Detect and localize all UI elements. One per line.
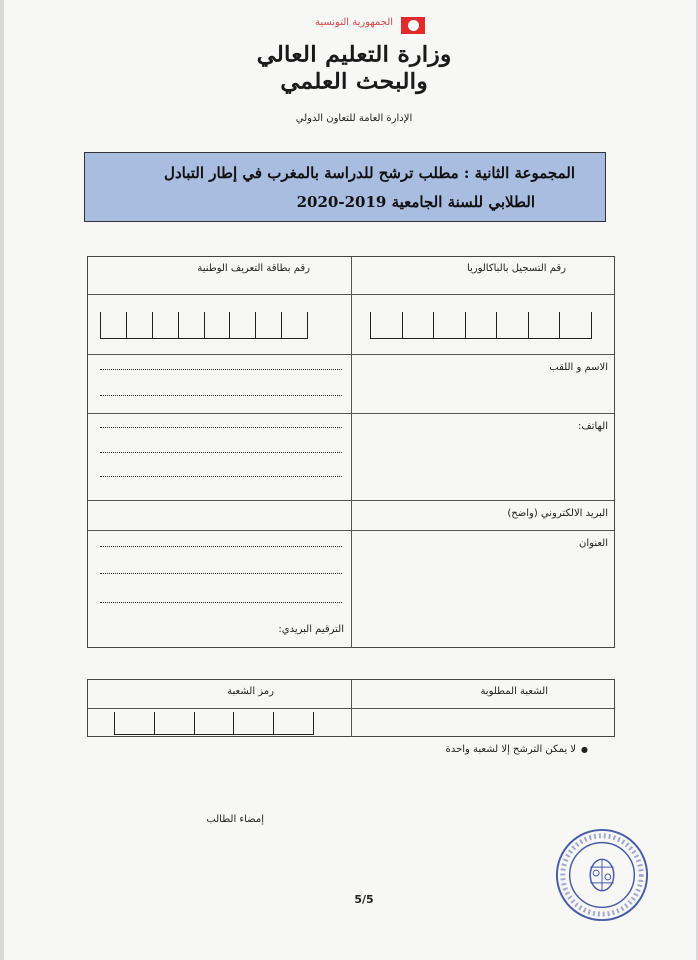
postal-code-label: الترقيم البريدي:: [278, 624, 344, 635]
email-label: البريد الالكتروني (واضح): [507, 508, 608, 519]
address-label: العنوان: [579, 538, 608, 549]
address-field-line[interactable]: [100, 602, 342, 603]
branch-code-label: رمز الشعبة: [227, 686, 274, 697]
id-card-label: رقم بطاقة التعريف الوطنية: [197, 263, 310, 274]
phone-field-line[interactable]: [100, 452, 342, 453]
name-label: الاسم و اللقب: [549, 362, 608, 373]
bac-number-boxes[interactable]: [370, 312, 592, 339]
branch-code-boxes[interactable]: [114, 712, 314, 735]
candidate-form: [87, 256, 615, 648]
note-text: لا يمكن الترشح إلا لشعبة واحدة: [445, 744, 577, 755]
name-field-line[interactable]: [100, 395, 342, 396]
department-name: الإدارة العامة للتعاون الدولي: [295, 113, 413, 124]
title-line-1: المجموعة الثانية : مطلب ترشح للدراسة بالمغرب في إطار التبادل: [164, 164, 575, 182]
student-signature-label: إمضاء الطالب: [206, 814, 264, 825]
requested-branch-label: الشعبة المطلوبة: [480, 686, 548, 697]
phone-field-line[interactable]: [100, 476, 342, 477]
official-stamp-icon: [553, 826, 651, 924]
bullet-icon: ●: [581, 745, 588, 754]
bac-number-label: رقم التسجيل بالباكالوريا: [466, 263, 566, 274]
title-line-2: الطلابي للسنة الجامعية 2019-2020: [296, 193, 535, 211]
ministry-line-2: والبحث العلمي: [280, 68, 428, 95]
phone-field-line[interactable]: [100, 427, 342, 428]
document-page: [4, 0, 696, 960]
address-field-line[interactable]: [100, 546, 342, 547]
tunisia-flag-icon: [401, 17, 425, 34]
address-field-line[interactable]: [100, 573, 342, 574]
ministry-name: [184, 41, 524, 95]
title-banner: [84, 152, 606, 222]
id-card-boxes[interactable]: [100, 312, 308, 339]
page-number: 5/5: [354, 893, 374, 906]
phone-label: الهاتف:: [578, 421, 608, 432]
ministry-line-1: وزارة التعليم العالي: [256, 41, 452, 68]
branch-table: [87, 679, 615, 737]
republic-label: الجمهورية التونسية: [314, 17, 394, 28]
name-field-line[interactable]: [100, 369, 342, 370]
single-branch-note: [304, 744, 588, 755]
